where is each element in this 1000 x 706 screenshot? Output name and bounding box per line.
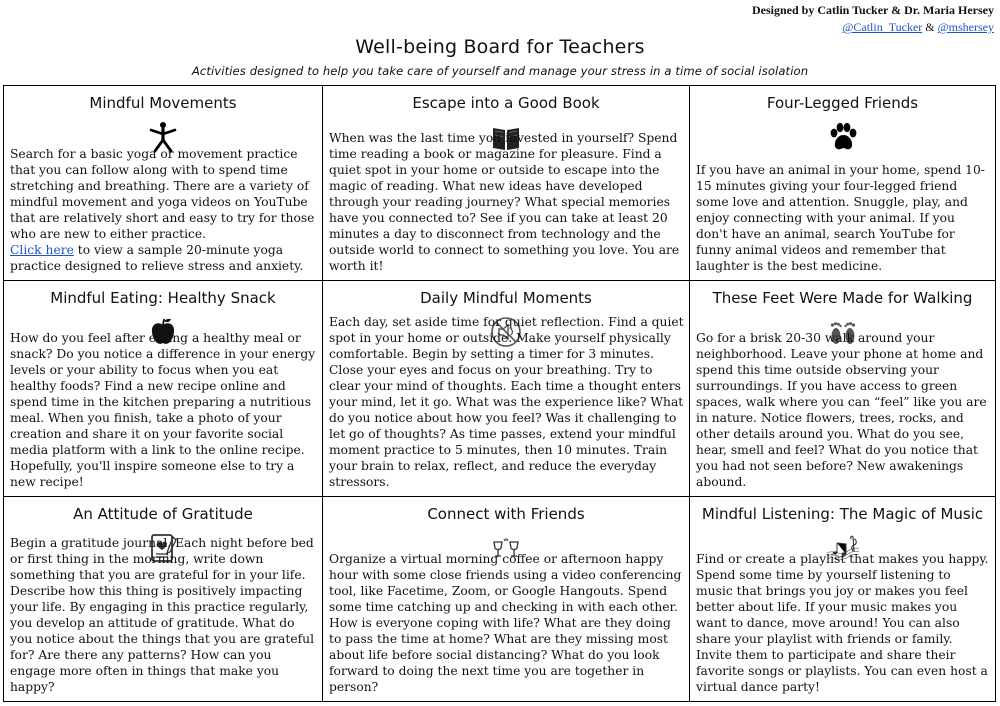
credit-link-catlin-tucker[interactable]: @Catlin_Tucker (842, 20, 923, 34)
click-here-link[interactable]: Click here (10, 243, 74, 257)
page-title: Well-being Board for Teachers (355, 36, 645, 58)
card-escape-into-a-good-book (323, 86, 690, 281)
card-heading: Mindful Eating: Healthy Snack (50, 289, 276, 307)
credit-link-mshersey[interactable]: @mshersey (937, 20, 994, 34)
credits (752, 2, 994, 36)
card-mindful-listening (690, 497, 995, 701)
card-connect-with-friends (323, 497, 690, 701)
card-text: Find or create a playlist that makes you happy. Spend some time by yourself listening to music that brings you joy or makes you feel better about life. If your music makes you want to dance, move around! You can also share your playlist with friends or family. Invite them to participate and share their favorite songs or playlists. You can even host a virtual dance party! (696, 552, 989, 694)
card-text: If you have an animal in your home, spend 10-15 minutes giving your four-legged friend some love and attention. Snuggle, play, and enjoy connecting with your animal. If you don't have an animal, search YouTube for funny animal videos and remember that laughter is the best medicine. (696, 163, 985, 273)
card-daily-mindful-moments (323, 281, 690, 497)
wellbeing-board (3, 85, 996, 702)
paw-print-icon (826, 120, 860, 154)
card-heading: Mindful Movements (89, 94, 237, 112)
card-heading: Daily Mindful Moments (420, 289, 592, 307)
credit-ampersand: & (922, 20, 938, 34)
card-text: Go for a brisk 20-30 walk around your neighborhood. Leave your phone at home and spend this time outside observing your surroundings. If you have access to green spaces, walk where you can “feel” like you are in nature. Notice flowers, trees, rocks, and other details around you. What do you see, hear, smell and feel? What do you notice that you had not seen before? New awakenings abound. (696, 331, 987, 489)
card-text: Each day, set aside time for quiet reflection. Find a quiet spot in your home or outside. Make yourself physically comfortable. Begin by setting a timer for 3 minutes. Close your eyes and focus on your breathing. Try to clear your mind of thoughts. Each time a thought enters your mind, let it go. What was the experience like? What do you notice about how you feel? Was it challenging to let go of thoughts? As time passes, extend your mindful moment practice to 5 minutes, then 10 minutes. Train your brain to relax, reflect, and reduce the everyday stressors. (329, 315, 684, 489)
credits-designers: Designed by Catlin Tucker & Dr. Maria Hersey (752, 3, 994, 17)
card-heading: Mindful Listening: The Magic of Music (701, 505, 984, 523)
card-text: How do you feel after eating a healthy meal or snack? Do you notice a difference in your energy levels or your ability to focus when you eat healthy foods? Find a new recipe online and spend time in the kitchen preparing a nutritious meal. When you finish, take a photo of your creation and share it on your favorite social media platform with a link to the online recipe. Hopefully, you'll inspire someone else to try a new recipe! (10, 331, 316, 489)
card-heading: These Feet Were Made for Walking (712, 289, 973, 307)
card-heading: Connect with Friends (427, 505, 585, 523)
card-mindful-movements (4, 86, 323, 281)
card-heading: Four-Legged Friends (766, 94, 919, 112)
card-text: Organize a virtual morning coffee or afternoon happy hour with some close friends using a video conferencing tool, like Facetime, Zoom, or Google Hangouts. Spend some time catching up and checking in with each other. How is everyone coping with life? What are they doing to pass the time at home? What are they missing most about life before social distancing? What do you look forward to doing the next time you are together in person? (329, 552, 682, 694)
card-text: Begin a gratitude journal. Each night before bed or first thing in the morning, write down something that you are grateful for in your life. Describe how this thing is positively impacting your life. By engaging in this practice regularly, you develop an attitude of gratitude. What do you notice about the things that you are grateful for? Are there any patterns? How can you engage more often in things that make you happy? (10, 536, 314, 694)
card-four-legged-friends (690, 86, 995, 281)
page-subtitle: Activities designed to help you take care of yourself and manage your stress in a time of social isolation (191, 64, 809, 78)
card-attitude-of-gratitude (4, 497, 323, 701)
card-text-part: Search for a basic yoga or movement practice that you can follow along with to spend time stretching and breathing. There are a variety of mindful movement and yoga videos on YouTube that are relatively short and easy to try for those who are new to either practice. (10, 147, 315, 241)
card-heading: Escape into a Good Book (412, 94, 600, 112)
card-mindful-eating (4, 281, 323, 497)
card-text (10, 146, 317, 274)
card-heading: An Attitude of Gratitude (73, 505, 253, 523)
card-text: When was the last time you invested in yourself? Spend time reading a book or magazine for pleasure. Find a quiet spot in your home or outside to escape into the magic of reading. What new ideas have developed through your reading journey? What special memories have you connected to? See if you can take at least 20 minutes a day to disconnect from technology and the outside world to connect to something you love. You are worth it! (329, 131, 680, 273)
card-text-part: to view a sample 20-minute yoga practice designed to relieve stress and anxiety. (10, 243, 304, 273)
card-these-feet-were-made-for-walking (690, 281, 995, 497)
